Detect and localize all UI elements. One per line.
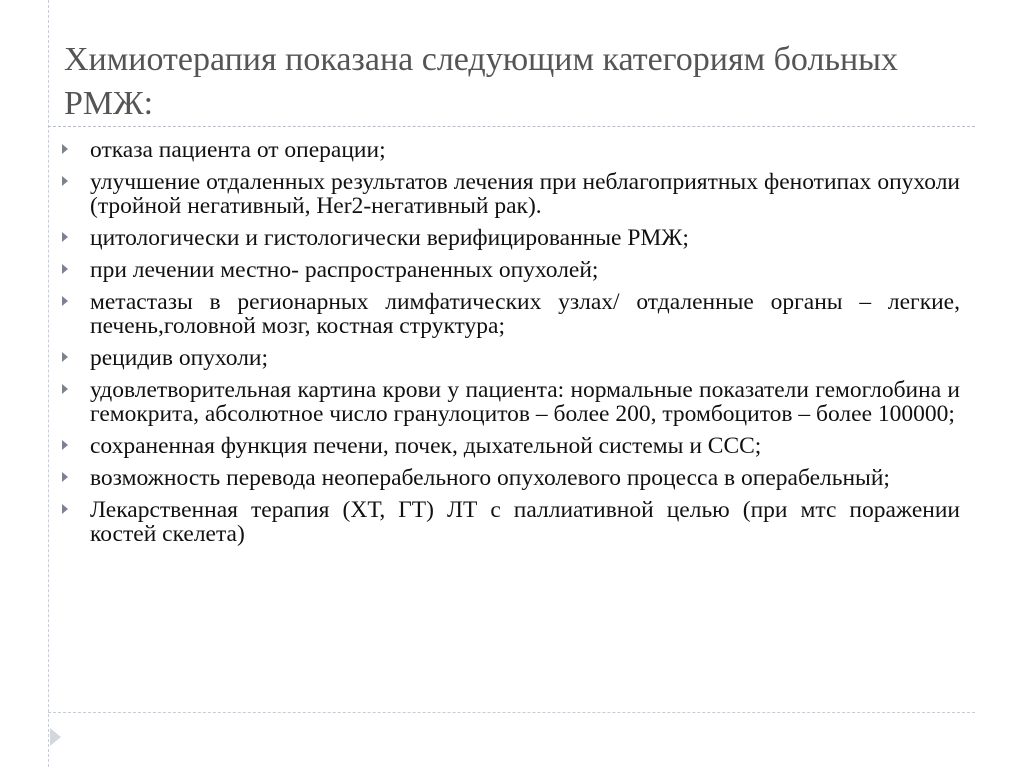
footer-divider	[48, 712, 975, 713]
bullet-text: метастазы в регионарных лимфатических узлах/ отдаленные органы – легкие, печень,головной мозг, костная структура;	[90, 289, 960, 339]
triangle-bullet-icon	[62, 384, 68, 394]
triangle-bullet-icon	[62, 296, 68, 306]
bullet-list	[60, 138, 960, 554]
bullet-item	[60, 434, 960, 458]
bullet-item	[60, 138, 960, 162]
bullet-item	[60, 466, 960, 490]
triangle-bullet-icon	[62, 176, 68, 186]
bullet-item	[60, 226, 960, 250]
bullet-item	[60, 346, 960, 370]
triangle-bullet-icon	[62, 352, 68, 362]
bullet-text: при лечении местно- распространенных опухолей;	[90, 257, 599, 283]
bullet-text: рецидив опухоли;	[90, 345, 269, 371]
bullet-text: удовлетворительная картина крови у пациента: нормальные показатели гемоглобина и гемокрита, абсолютное число гранулоцитов – более 200, тромбоцитов – более 100000;	[90, 377, 960, 427]
bullet-item	[60, 498, 960, 546]
bullet-item	[60, 290, 960, 338]
triangle-bullet-icon	[62, 440, 68, 450]
triangle-bullet-icon	[62, 264, 68, 274]
triangle-bullet-icon	[62, 144, 68, 154]
bullet-text: Лекарственная терапия (ХТ, ГТ) ЛТ с паллиативной целью (при мтс поражении костей скелета)	[90, 497, 960, 547]
triangle-bullet-icon	[62, 504, 68, 514]
slide-title: Химиотерапия показана следующим категориям больных РМЖ:	[64, 41, 898, 122]
bullet-item	[60, 170, 960, 218]
title-divider	[48, 126, 975, 127]
triangle-bullet-icon	[62, 232, 68, 242]
corner-triangle-icon	[50, 728, 61, 746]
bullet-item	[60, 378, 960, 426]
bullet-item	[60, 258, 960, 282]
bullet-text: цитологически и гистологически верифицированные РМЖ;	[90, 225, 689, 251]
left-dashed-rule	[48, 0, 49, 767]
bullet-text: возможность перевода неоперабельного опухолевого процесса в операбельный;	[90, 465, 890, 491]
bullet-text: улучшение отдаленных результатов лечения при неблагоприятных фенотипах опухоли (тройной негативный, Her2-негативный рак).	[90, 169, 960, 219]
bullet-text: сохраненная функция печени, почек, дыхательной системы и ССС;	[90, 433, 762, 459]
bullet-text: отказа пациента от операции;	[90, 137, 386, 163]
triangle-bullet-icon	[62, 472, 68, 482]
